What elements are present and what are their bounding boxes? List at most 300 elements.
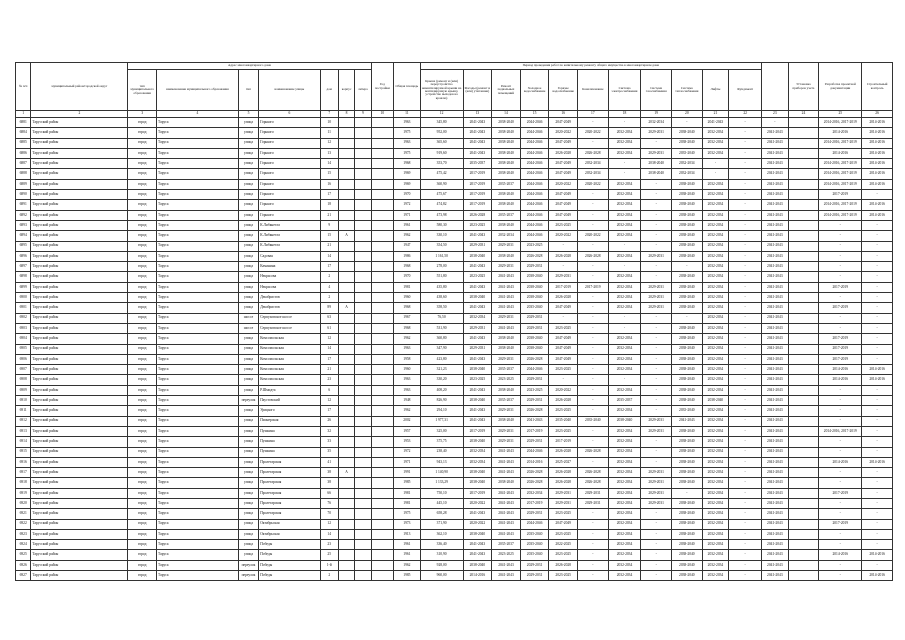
table-cell: 2044-2046 [520, 365, 549, 375]
table-cell [355, 334, 371, 344]
table-cell: 2038-2040 [492, 138, 521, 148]
table-cell: 2029-2031 [492, 241, 521, 251]
col-number: 7 [320, 111, 338, 118]
table-cell: Горького [259, 190, 320, 200]
table-cell: 2032-2034 [608, 148, 641, 158]
table-cell: - [578, 396, 609, 406]
table-cell: 2038-2040 [463, 560, 492, 570]
table-cell: 2038-2040 [672, 426, 703, 436]
table-cell: Тарусский район [31, 220, 128, 230]
table-cell: 2038-2040 [463, 251, 492, 261]
table-cell: город [128, 488, 157, 498]
table-cell [788, 354, 819, 364]
table-cell: 6885 [16, 138, 31, 148]
table-cell: - [729, 179, 762, 189]
table-cell: 551,80 [420, 272, 463, 282]
col-header: тип [238, 70, 258, 111]
table-cell: 1968 [394, 323, 421, 333]
table-cell: 2047-2049 [549, 210, 578, 220]
table-row [16, 560, 893, 570]
table-cell: 6910 [16, 396, 31, 406]
table-body [16, 118, 893, 581]
table-cell: 531,90 [420, 323, 463, 333]
table-cell: - [578, 200, 609, 210]
table-cell [788, 138, 819, 148]
table-cell: - [641, 334, 672, 344]
col-number: 22 [729, 111, 762, 118]
table-cell: 2038-2040 [672, 303, 703, 313]
table-cell: улица [238, 231, 258, 241]
col-header: Установка приборов учета [788, 63, 819, 111]
table-cell: 6881 [16, 118, 31, 128]
table-cell: 1968 [394, 303, 421, 313]
table-cell [355, 447, 371, 457]
table-cell: - [862, 251, 893, 261]
table-cell: Тарусский район [31, 375, 128, 385]
table-cell: 2035-2037 [463, 159, 492, 169]
table-cell: - [729, 334, 762, 344]
table-cell: 2017-2019 [520, 426, 549, 436]
table-cell: 2029-2031 [520, 509, 549, 519]
table-cell: 2044-2046 [520, 220, 549, 230]
col-header: Общая площадь [394, 63, 421, 111]
table-cell: 2023-2025 [492, 550, 521, 560]
table-cell: - [578, 540, 609, 550]
table-cell: - [862, 478, 893, 488]
table-cell [788, 385, 819, 395]
col-header: Канализование [578, 70, 609, 111]
table-cell: 2038-2040 [492, 118, 521, 128]
table-cell [338, 334, 354, 344]
table-cell: 2032-2034 [608, 334, 641, 344]
table-cell: 2029-2031 [641, 282, 672, 292]
table-cell: - [729, 437, 762, 447]
table-cell: 2041-2043 [762, 220, 789, 230]
table-cell: Тарусский район [31, 540, 128, 550]
table-cell [355, 179, 371, 189]
table-cell [788, 220, 819, 230]
table-cell: 2014-2016 [862, 210, 893, 220]
table-cell: 2041-2043 [463, 231, 492, 241]
table-cell: 2032-2034 [608, 571, 641, 581]
table-cell: 6927 [16, 571, 31, 581]
table-cell [355, 282, 371, 292]
table-cell: 2038-2040 [463, 293, 492, 303]
table-cell: Пролетарская [259, 478, 320, 488]
table-cell: 2032-2034 [702, 334, 729, 344]
table-cell: 2032-2034 [608, 354, 641, 364]
table-cell [788, 148, 819, 158]
table-cell: - [729, 220, 762, 230]
col-number: 21 [702, 111, 729, 118]
table-cell: 12 [320, 396, 338, 406]
table-cell: А [338, 468, 354, 478]
table-cell: 13 [320, 148, 338, 158]
table-cell: - [729, 169, 762, 179]
table-cell: 21 [320, 210, 338, 220]
table-cell: город [128, 344, 157, 354]
table-cell [371, 437, 393, 447]
table-cell: улица [238, 478, 258, 488]
table-cell: Пролетарская [259, 509, 320, 519]
table-cell [371, 293, 393, 303]
table-cell [338, 375, 354, 385]
table-cell: 21 [320, 241, 338, 251]
table-cell: 2032-2034 [608, 540, 641, 550]
table-cell: - [578, 334, 609, 344]
table-cell: 1961 [394, 220, 421, 230]
table-cell: - [729, 200, 762, 210]
table-cell: - [862, 241, 893, 251]
table-cell: 2032-2034 [608, 457, 641, 467]
table-cell: Горького [259, 148, 320, 158]
table-cell: - [729, 323, 762, 333]
table-cell: - [862, 303, 893, 313]
table-cell: Таруса [157, 138, 239, 148]
table-cell: - [729, 241, 762, 251]
repair-schedule-table [15, 62, 893, 581]
table-cell: 2026-2028 [520, 251, 549, 261]
table-cell: 943,13 [420, 457, 463, 467]
table-cell: 6912 [16, 416, 31, 426]
table-cell: 2026-2028 [520, 468, 549, 478]
table-cell: 2035-2040 [672, 406, 703, 416]
table-cell [355, 365, 371, 375]
table-cell: - [819, 416, 862, 426]
table-cell: Некрасова [259, 272, 320, 282]
table-row [16, 529, 893, 539]
table-cell [338, 220, 354, 230]
table-cell: город [128, 179, 157, 189]
table-cell: 6924 [16, 540, 31, 550]
table-cell: Пролетарская [259, 457, 320, 467]
table-row [16, 169, 893, 179]
table-cell: 2041-2043 [463, 262, 492, 272]
table-cell [371, 241, 393, 251]
table-cell: Тарусский район [31, 272, 128, 282]
table-cell [355, 478, 371, 488]
table-cell: 2038-2040 [672, 437, 703, 447]
table-cell: - [608, 313, 641, 323]
table-cell: Тарусский район [31, 128, 128, 138]
table-row [16, 231, 893, 241]
table-cell: Р.Шмидта [259, 385, 320, 395]
table-cell: 9 [320, 220, 338, 230]
table-cell: - [729, 148, 762, 158]
table-cell: Горького [259, 169, 320, 179]
table-cell: Октябрьская [259, 529, 320, 539]
table-cell: 2014-2016 [819, 457, 862, 467]
table-cell: 2032-2034 [702, 262, 729, 272]
table-cell: 2026-2028 [463, 210, 492, 220]
table-cell: 2032-2034 [702, 560, 729, 570]
table-cell: 2038-2040 [672, 282, 703, 292]
table-cell: - [862, 334, 893, 344]
table-cell [371, 406, 393, 416]
table-cell: 12 [320, 519, 338, 529]
col-number: 15 [520, 111, 549, 118]
table-cell: 2032-2034 [608, 426, 641, 436]
table-cell: - [729, 262, 762, 272]
table-cell [788, 437, 819, 447]
col-number: 26 [862, 111, 893, 118]
table-cell: город [128, 571, 157, 581]
table-cell: 6907 [16, 365, 31, 375]
table-cell: 2041-2043 [492, 303, 521, 313]
table-cell: город [128, 375, 157, 385]
table-cell: Тарусский район [31, 354, 128, 364]
table-cell: 362,10 [420, 529, 463, 539]
table-cell [338, 498, 354, 508]
table-cell: Тарусский район [31, 437, 128, 447]
table-cell: 2041-2043 [463, 550, 492, 560]
table-cell: 2038-2040 [672, 478, 703, 488]
col-header: Разработка проектной документации [819, 63, 862, 111]
table-cell: 1962 [394, 560, 421, 570]
table-cell: - [578, 313, 609, 323]
table-cell [788, 529, 819, 539]
table-cell: улица [238, 210, 258, 220]
table-cell: 1969 [394, 169, 421, 179]
table-cell: 2038-2040 [672, 190, 703, 200]
table-cell: 2017-2019 [463, 179, 492, 189]
table-cell: 2026-2028 [549, 148, 578, 158]
table-cell [788, 334, 819, 344]
table-cell: 2038-2040 [672, 354, 703, 364]
table-cell: 1985 [394, 478, 421, 488]
table-cell: 2029-2031 [463, 241, 492, 251]
table-cell: Тарусский район [31, 303, 128, 313]
table-cell: 2041-2043 [762, 498, 789, 508]
table-cell: - [729, 282, 762, 292]
col-header: Ремонт подвальных помещений [492, 70, 521, 111]
table-cell: 2014-2016 [819, 550, 862, 560]
table-cell: 1985 [394, 571, 421, 581]
table-cell: 2017-2019 [819, 519, 862, 529]
table-cell: Тарусский район [31, 118, 128, 128]
table-cell: 2032-2034 [608, 468, 641, 478]
table-cell: 2047-2049 [549, 200, 578, 210]
table-cell: переулок [238, 560, 258, 570]
table-cell [371, 344, 393, 354]
table-cell: 2020-2022 [578, 128, 609, 138]
table-cell: 2035-2037 [492, 179, 521, 189]
table-cell: 1 140,90 [420, 468, 463, 478]
table-cell [371, 468, 393, 478]
table-cell: 2038-2040 [492, 159, 521, 169]
table-cell: улица [238, 365, 258, 375]
table-cell: город [128, 262, 157, 272]
table-cell: 2014-2016 [862, 148, 893, 158]
table-cell: 2014-2016 [862, 179, 893, 189]
table-cell [355, 406, 371, 416]
table-cell [355, 488, 371, 498]
table-cell: 2038-2040 [672, 200, 703, 210]
table-cell: 6898 [16, 272, 31, 282]
table-row [16, 190, 893, 200]
table-cell: 2029-2031 [578, 488, 609, 498]
table-cell [371, 509, 393, 519]
table-cell: Таруса [157, 426, 239, 436]
table-cell: 33 [320, 437, 338, 447]
table-cell: 1968 [394, 262, 421, 272]
col-header: Система газоснабжения [641, 70, 672, 111]
table-cell [338, 210, 354, 220]
table-cell: 2038-2040 [672, 293, 703, 303]
table-cell: 2014-2016 [819, 375, 862, 385]
table-cell: 2038-2040 [492, 200, 521, 210]
table-cell: 2038-2040 [463, 365, 492, 375]
table-cell: 6915 [16, 447, 31, 457]
table-cell: 11 [320, 128, 338, 138]
table-row [16, 519, 893, 529]
table-cell: - [729, 560, 762, 570]
table-cell: Таруса [157, 365, 239, 375]
table-cell: - [578, 426, 609, 436]
table-cell: 2047-2049 [549, 138, 578, 148]
table-cell: 2041-2043 [463, 509, 492, 519]
table-cell: 2032-2034 [608, 437, 641, 447]
table-cell: 14 [320, 344, 338, 354]
table-cell: 2017-2019 [549, 437, 578, 447]
table-cell [338, 323, 354, 333]
table-cell [338, 241, 354, 251]
table-cell: Таруса [157, 241, 239, 251]
table-cell: - [729, 138, 762, 148]
table-cell: 70 [320, 509, 338, 519]
table-cell: 2032-2034 [702, 303, 729, 313]
table-cell: 2032-2034 [702, 344, 729, 354]
table-cell [338, 118, 354, 128]
col-header: корпус [338, 70, 354, 111]
table-row [16, 159, 893, 169]
table-cell: 2038-2040 [672, 138, 703, 148]
table-cell: 2041-2043 [463, 128, 492, 138]
table-cell: 2023-2025 [549, 406, 578, 416]
table-cell: 2014-2016, 2017-2019 [819, 426, 862, 436]
table-cell: - [819, 447, 862, 457]
table-cell: улица [238, 200, 258, 210]
table-cell: - [641, 447, 672, 457]
table-cell: Победы [259, 540, 320, 550]
table-cell: Победы [259, 550, 320, 560]
table-cell: 1963 [394, 118, 421, 128]
table-cell: 2041-2043 [463, 282, 492, 292]
table-cell: 2014-2016, 2017-2019 [819, 159, 862, 169]
table-cell: - [819, 509, 862, 519]
table-cell [338, 488, 354, 498]
table-cell: 17 [320, 262, 338, 272]
table-cell: 2038-2040 [672, 519, 703, 529]
table-cell: 76 [320, 498, 338, 508]
table-cell: Тарусский район [31, 334, 128, 344]
table-cell: - [729, 447, 762, 457]
table-cell [371, 200, 393, 210]
table-cell: 2020-2022 [549, 385, 578, 395]
table-cell: 2026-2028 [520, 406, 549, 416]
table-cell: 2017-2019 [819, 334, 862, 344]
table-cell: 2014-2016 [819, 148, 862, 158]
table-cell: - [729, 118, 762, 128]
table-cell: 2023-2025 [549, 365, 578, 375]
table-cell: 2041-2043 [762, 426, 789, 436]
table-cell: 445,10 [420, 498, 463, 508]
table-cell: 2032-2034 [702, 251, 729, 261]
table-cell: 2029-2031 [492, 262, 521, 272]
table-cell: Горького [259, 118, 320, 128]
table-cell: Паустовский [259, 396, 320, 406]
table-cell: 66 [320, 488, 338, 498]
table-cell: 2047-2049 [549, 169, 578, 179]
table-cell: 2035-2040 [520, 550, 549, 560]
table-cell: - [862, 426, 893, 436]
table-cell: 580,30 [420, 220, 463, 230]
table-cell: Комсомольская [259, 365, 320, 375]
table-cell [371, 169, 393, 179]
table-cell: 2017-2019 [463, 426, 492, 436]
table-cell [355, 396, 371, 406]
table-cell: 2041-2043 [463, 406, 492, 416]
col-header: наименование улицы [259, 70, 320, 111]
table-cell: 2044-2046 [520, 519, 549, 529]
table-cell: - [819, 272, 862, 282]
table-cell: 2041-2043 [762, 571, 789, 581]
col-header: № п/п [16, 63, 31, 111]
table-cell: 2032-2034 [702, 210, 729, 220]
table-cell: 2032-2034 [702, 437, 729, 447]
table-cell: 12 [320, 138, 338, 148]
table-cell: - [641, 200, 672, 210]
table-cell [355, 457, 371, 467]
table-cell [371, 303, 393, 313]
table-cell: Декабристов [259, 293, 320, 303]
table-cell: 2041-2043 [762, 560, 789, 570]
table-cell [371, 457, 393, 467]
table-cell: 2032-2034 [608, 282, 641, 292]
table-cell: 18 [320, 200, 338, 210]
table-cell: Тарусский район [31, 571, 128, 581]
col-number: 23 [762, 111, 789, 118]
table-cell: 2017-2019 [819, 344, 862, 354]
table-cell: 2020-2022 [549, 179, 578, 189]
table-cell: 2029-2031 [641, 426, 672, 436]
table-cell: А [338, 303, 354, 313]
table-cell: улица [238, 529, 258, 539]
table-cell: Тарусский район [31, 406, 128, 416]
table-cell: 2032-2034 [702, 323, 729, 333]
table-cell: улица [238, 220, 258, 230]
table-cell: 6920 [16, 498, 31, 508]
table-cell: Таруса [157, 406, 239, 416]
table-cell: Таруса [157, 282, 239, 292]
table-row [16, 241, 893, 251]
table-cell: 2038-2040 [702, 396, 729, 406]
col-header: Система теплоснабжения [672, 70, 703, 111]
table-cell: - [641, 354, 672, 364]
table-cell: 2038-2040 [672, 128, 703, 138]
table-cell: 2014-2016 [862, 169, 893, 179]
table-cell: Таруса [157, 303, 239, 313]
table-cell: 658,28 [420, 509, 463, 519]
table-row [16, 118, 893, 128]
table-row [16, 148, 893, 158]
table-cell: 2014-2016 [862, 571, 893, 581]
table-cell: - [641, 220, 672, 230]
table-cell: - [641, 344, 672, 354]
table-cell [355, 416, 371, 426]
table-cell: 2017-2019 [819, 488, 862, 498]
table-cell [355, 220, 371, 230]
